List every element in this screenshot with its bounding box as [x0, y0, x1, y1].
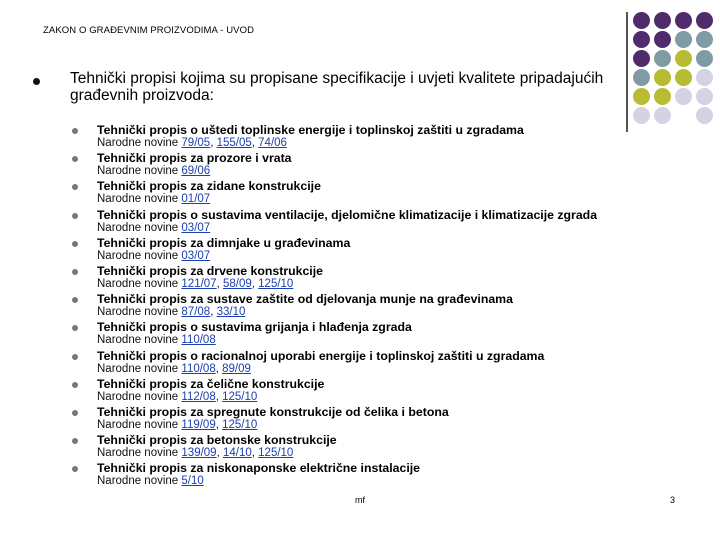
decorative-dot [654, 50, 671, 67]
list-item [72, 461, 672, 489]
decorative-dot [696, 12, 713, 29]
regulation-title: Tehnički propis za čelične konstrukcije [97, 376, 325, 391]
gazette-issue-link[interactable]: 69/06 [181, 165, 211, 178]
gazette-issue-link[interactable]: 01/07 [181, 193, 211, 206]
gazette-label: Narodne novine [97, 137, 179, 149]
bullet-icon [72, 382, 78, 388]
regulation-title: Tehnički propis za drvene konstrukcije [97, 263, 323, 278]
gazette-label: Narodne novine [97, 362, 179, 375]
list-item [72, 236, 672, 264]
decorative-dot [633, 50, 650, 67]
slide-header: ZAKON O GRAĐEVNIM PROIZVODIMA - UVOD [43, 25, 255, 36]
bullet-icon [72, 438, 78, 444]
bullet-icon [72, 128, 78, 134]
list-item [72, 405, 672, 433]
decorative-dot [675, 88, 692, 105]
gazette-issue-link[interactable]: 125/10 [258, 447, 294, 460]
decorative-dot [696, 69, 713, 86]
list-item [72, 179, 672, 207]
gazette-label: Narodne novine [97, 390, 179, 403]
gazette-issue-link[interactable]: 03/07 [181, 249, 211, 262]
footer-author: mf [355, 495, 365, 505]
list-item [72, 208, 672, 236]
gazette-reference: Narodne novine 110/08, 89/09 [97, 362, 251, 375]
page-number: 3 [670, 495, 676, 505]
list-item [72, 151, 672, 179]
bullet-icon [72, 241, 78, 247]
main-bullet-icon [33, 78, 40, 85]
gazette-issue-link[interactable]: 03/07 [181, 221, 211, 234]
decorative-dot [696, 31, 713, 48]
gazette-issue-link[interactable]: 74/06 [258, 137, 287, 149]
gazette-reference: Narodne novine 121/07, 58/09, 125/10 [97, 277, 294, 290]
gazette-label: Narodne novine [97, 447, 179, 460]
decorative-dot [696, 107, 713, 124]
gazette-issue-link[interactable]: 33/10 [216, 306, 246, 319]
list-item [72, 433, 672, 461]
decorative-dot [654, 107, 671, 124]
list-item [72, 264, 672, 292]
bullet-icon [72, 269, 78, 275]
bullet-icon [72, 354, 78, 360]
gazette-issue-link[interactable]: 125/10 [222, 418, 258, 431]
gazette-issue-link[interactable]: 14/10 [222, 447, 252, 460]
decorative-dot [633, 107, 650, 124]
regulation-title: Tehnički propis za zidane konstrukcije [97, 179, 321, 194]
gazette-reference [97, 192, 210, 206]
decorative-dot-grid [633, 12, 720, 132]
gazette-issue-link[interactable]: 125/10 [222, 390, 258, 403]
decorative-dot [633, 69, 650, 86]
gazette-issue-link[interactable]: 110/08 [181, 362, 216, 375]
decorative-dot [696, 50, 713, 67]
bullet-icon [72, 466, 78, 472]
gazette-label: Narodne novine [97, 277, 179, 290]
bullet-icon [72, 410, 78, 416]
gazette-reference: Narodne novine 119/09, 125/10 [97, 418, 258, 431]
list-item [72, 377, 672, 405]
decorative-dot [654, 31, 671, 48]
gazette-issue-link[interactable]: 139/09 [181, 447, 217, 460]
gazette-issue-link[interactable]: 79/05 [181, 137, 211, 149]
decorative-dot [675, 69, 692, 86]
gazette-reference [97, 249, 210, 263]
gazette-reference [97, 333, 216, 347]
list-item [72, 123, 672, 151]
gazette-reference [97, 474, 204, 488]
gazette-issue-link[interactable]: 110/08 [181, 334, 216, 347]
regulation-title: Tehnički propis za sustave zaštite od djelovanja munje na građevinama [97, 292, 513, 307]
bullet-icon [72, 325, 78, 331]
decorative-dot [633, 88, 650, 105]
regulation-title: Tehnički propis za betonske konstrukcije [97, 433, 337, 448]
gazette-issue-link[interactable]: 5/10 [181, 475, 204, 488]
gazette-reference: Narodne novine 87/08, 33/10 [97, 306, 246, 319]
gazette-reference: Narodne novine 112/08, 125/10 [97, 390, 258, 403]
gazette-reference: Narodne novine 139/09, 14/10, 125/10 [97, 447, 294, 460]
gazette-issue-link[interactable]: 121/07 [181, 277, 217, 290]
bullet-icon [72, 213, 78, 219]
gazette-issue-link[interactable]: 89/09 [222, 362, 251, 375]
decorative-dot [654, 69, 671, 86]
regulation-title: Tehnički propis o sustavima grijanja i hlađenja zgrada [97, 320, 412, 335]
decorative-dot [633, 12, 650, 29]
gazette-issue-link[interactable]: 155/05 [216, 137, 252, 149]
gazette-label: Narodne novine [97, 475, 179, 488]
decorative-dot [696, 88, 713, 105]
gazette-issue-link[interactable]: 125/10 [258, 277, 294, 290]
decorative-dot [675, 31, 692, 48]
gazette-issue-link[interactable]: 87/08 [181, 306, 211, 319]
gazette-label: Narodne novine [97, 165, 179, 178]
gazette-label: Narodne novine [97, 418, 179, 431]
decorative-dot [675, 12, 692, 29]
gazette-label: Narodne novine [97, 334, 179, 347]
decorative-dot [654, 88, 671, 105]
gazette-label: Narodne novine [97, 221, 179, 234]
bullet-icon [72, 184, 78, 190]
list-item [72, 292, 672, 320]
regulation-title: Tehnički propis o racionalnoj uporabi energije i toplinskoj zaštiti u zgradama [97, 348, 545, 363]
regulation-title: Tehnički propis o uštedi toplinske energije i toplinskoj zaštiti u zgradama [97, 123, 524, 137]
bullet-icon [72, 156, 78, 162]
bullet-icon [72, 297, 78, 303]
main-paragraph: Tehnički propisi kojima su propisane specifikacije i uvjeti kvalitete pripadajućih građevnih proizvoda: [70, 70, 604, 104]
gazette-reference [97, 221, 210, 235]
regulation-title: Tehnički propis za niskonaponske električne instalacije [97, 461, 421, 476]
gazette-label: Narodne novine [97, 306, 179, 319]
regulation-title: Tehnički propis o sustavima ventilacije, djelomične klimatizacije i klimatizacije zgrada [97, 207, 598, 222]
regulation-title: Tehnički propis za dimnjake u građevinama [97, 235, 351, 250]
regulations-list [72, 123, 672, 489]
gazette-issue-link[interactable]: 119/09 [181, 418, 216, 431]
gazette-reference: Narodne novine 79/05, 155/05, 74/06 [97, 137, 287, 149]
gazette-label: Narodne novine [97, 249, 179, 262]
gazette-reference [97, 164, 210, 178]
regulation-title: Tehnički propis za spregnute konstrukcije od čelika i betona [97, 404, 449, 419]
regulation-title: Tehnički propis za prozore i vrata [97, 151, 292, 166]
decorative-dot [675, 50, 692, 67]
gazette-issue-link[interactable]: 112/08 [181, 390, 216, 403]
list-item [72, 349, 672, 377]
gazette-label: Narodne novine [97, 193, 179, 206]
decorative-dot [633, 31, 650, 48]
decorative-dot [654, 12, 671, 29]
list-item [72, 320, 672, 348]
gazette-issue-link[interactable]: 58/09 [222, 277, 252, 290]
